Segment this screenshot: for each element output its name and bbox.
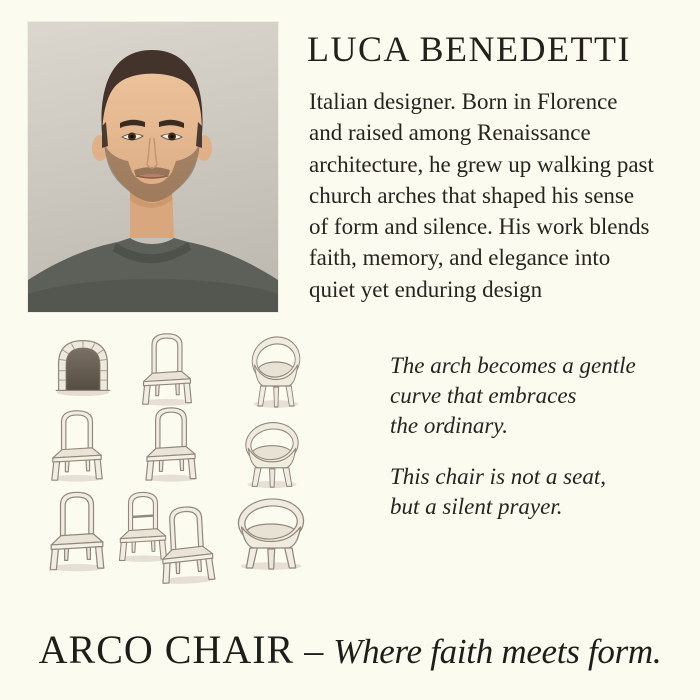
quote-line: The arch becomes a gentle (390, 353, 636, 378)
sketch-stone-arch-doorway (52, 333, 114, 399)
chair-cross-rail (133, 516, 154, 517)
footer-tagline (0, 626, 700, 673)
sketch-arch-back-chair (138, 405, 204, 482)
sketch-arch-back-chair (44, 486, 110, 575)
quote-line: but a silent prayer. (390, 494, 563, 519)
quote-prayer (390, 462, 606, 522)
product-name: ARCO CHAIR (38, 627, 295, 672)
sketch-arch-back-chair (155, 497, 219, 591)
designer-name: LUCA BENEDETTI (307, 29, 631, 69)
bio-line: faith, memory, and elegance into (309, 245, 611, 271)
dash-separator: – (304, 630, 324, 672)
bio-line: of form and silence. His work blends (309, 214, 650, 240)
sketch-tub-chair (239, 418, 305, 490)
bio-line: quiet yet enduring design (309, 276, 543, 302)
quote-line: This chair is not a seat, (390, 464, 606, 489)
bio-line: and raised among Renaissance (309, 120, 591, 146)
sketch-tall-arch-back-chair (46, 408, 108, 482)
bio-line: architecture, he grew up walking past (309, 151, 654, 177)
bio-line: Italian designer. Born in Florence (309, 89, 618, 114)
designer-bio (309, 86, 694, 305)
sketch-tub-chair (246, 332, 306, 410)
quote-arch (390, 351, 636, 441)
brand-tagline: Where faith meets form. (333, 632, 662, 671)
quote-line: curve that embraces (390, 383, 577, 408)
bio-line: church arches that shaped his sense (309, 182, 635, 208)
sketch-tub-chair (230, 494, 312, 572)
quote-line: the ordinary. (390, 413, 508, 438)
designer-portrait-photo (28, 22, 278, 312)
portrait-illustration (28, 22, 278, 312)
sketch-arch-back-chair (137, 330, 197, 407)
